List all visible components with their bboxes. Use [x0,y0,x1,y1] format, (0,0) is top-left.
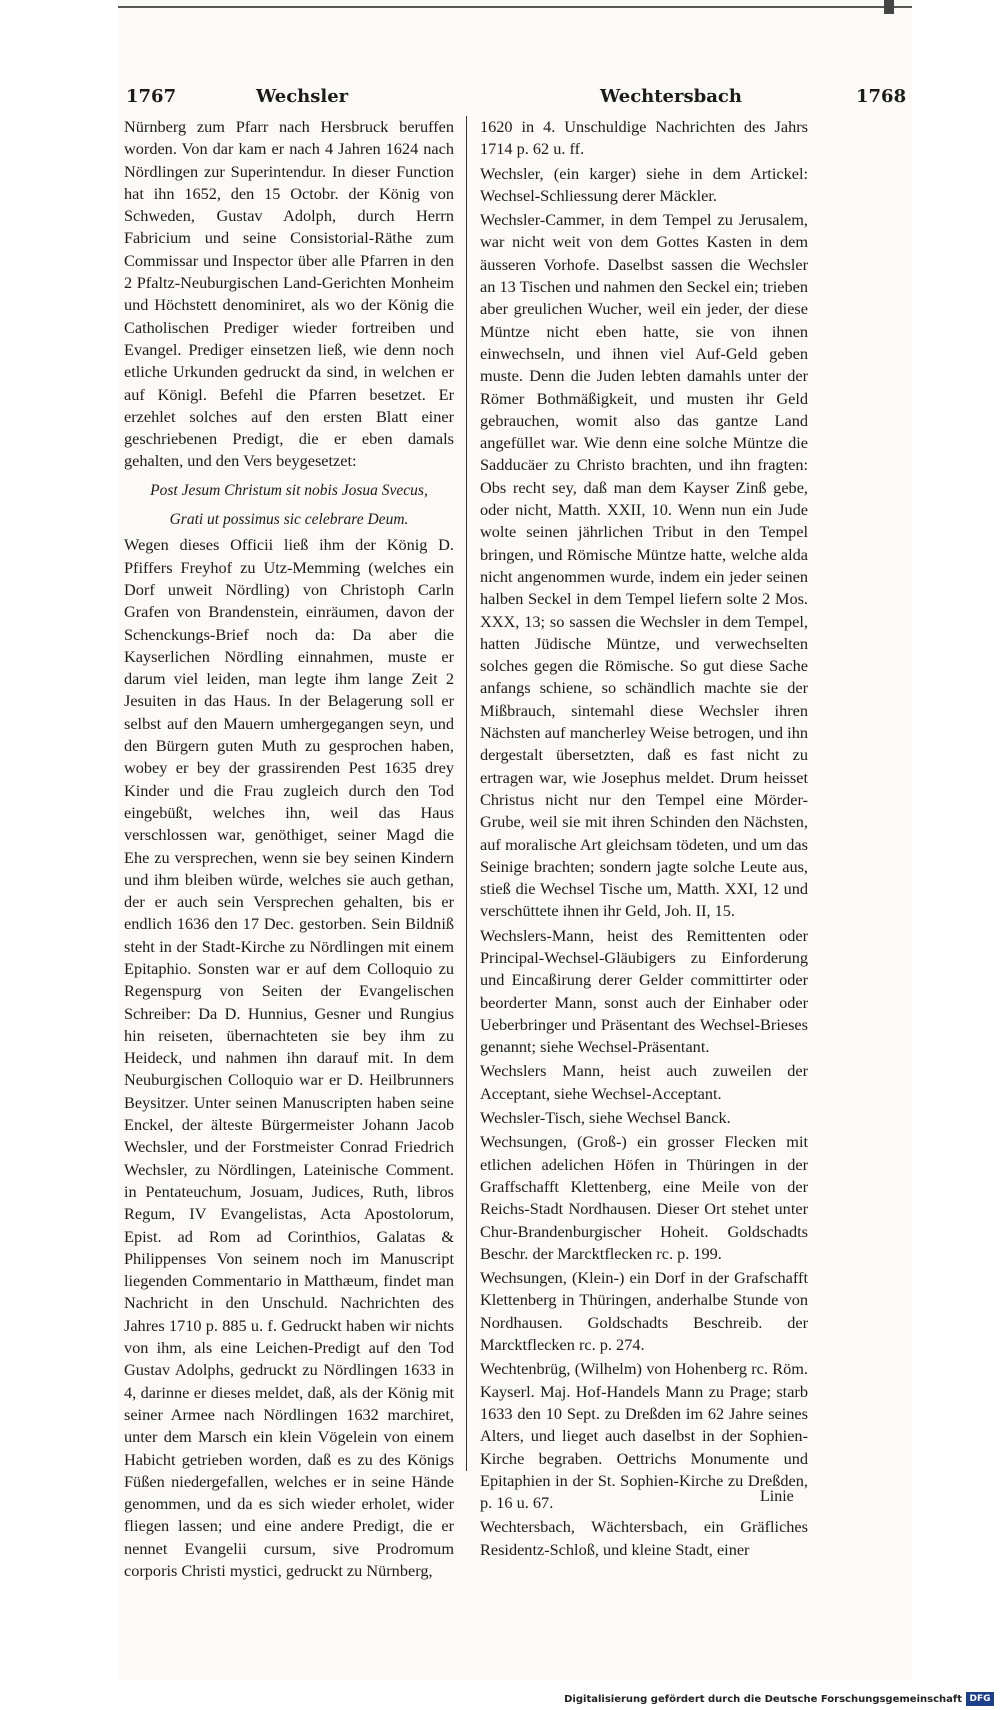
header-title-right: Wechtersbach [600,86,742,107]
left-paragraph-1: Nürnberg zum Pfarr nach Hersbruck beruffen worden. Von dar kam er nach 4 Jahren 1624 nach Nördlingen zur Superintendur. In dieser Function hat ihn 1652, den 15 Octobr. der König von Schweden, Gustav Adolph, durch Herrn Fabricium und seine Consistorial-Räthe zum Commissar und Inspector über alle Pfarren in den 2 Pfaltz-Neuburgischen Land-Gerichten Monheim und Höchstett denominiret, als wo der König die Catholischen Prediger wieder fortreiben und Evangel. Prediger einsetzen ließ, wie denn noch etliche Urkunden gedruckt da sind, in welchen er auf Königl. Befehl die Pfarren besetzet. Er erzehlet solches auf den ersten Blatt einer geschriebenen Predigt, die er eben damals gehalten, und den Vers beygesetzet: [124,117,454,471]
top-rule [118,6,912,8]
catchword: Linie [760,1488,794,1505]
entry-wechslers-mann: Wechslers-Mann, heist des Remittenten oder Principal-Wechsel-Gläubigers zu Einforderung und Eincaßirung derer Gelder committirter oder beorderter Mann, sonst auch der Einhaber oder Ueberbringer und Präsentant des Wechsel-Brieses genannt; siehe Wechsel-Präsentant. [480,925,808,1057]
running-header [118,86,912,110]
entry-wechsungen-klein: Wechsungen, (Klein-) ein Dorf in der Grafschafft Klettenberg in Thüringen, anderhalbe Stunde von Nordhausen. Goldschadts Beschreib. der Marcktflecken rc. p. 274. [480,1268,808,1355]
left-paragraph-2: Wegen dieses Officii ließ ihm der König D. Pfiffers Freyhof zu Utz-Memming (welches ein Dorf unweit Nördling) von Christoph Carln Grafen von Brandenstein, einräumen, davon der Schenckungs-Brief noch da: Da aber die Kayserlichen Nördling einnahmen, muste er darum viel leiden, man legte ihm lange Zeit 2 Jesuiten in das Haus. In der Belagerung soll er selbst auf den Mauern umhergegangen seyn, und den Bürgern guten Muth zu gesprochen haben, wobey er bey der grassirenden Pest 1635 drey Kinder und die Frau zugleich durch den Tod eingebüßt, welches ihn, weil das Haus verschlossen war, genöthiget, seiner Magd die Ehe zu versprechen, wenn sie bey seinen Kindern und ihm bleiben würde, welches sie auch gethan, der er auch sein Versprechen gehalten, bis er endlich 1636 den 17 Dec. gestorben. Sein Bildniß steht in der Stadt-Kirche zu Nördlingen mit einem Epitaphio. Sonsten war er auf dem Colloquio zu Regenspurg von Seiten der Evangelischen Schreiber: Da D. Hunnius, Gesner und Rungius hin reiseten, übernachteten sie bey ihm zu Heideck, und nahmen ihn darauf mit. In dem Neuburgischen Colloquio war er D. Heilbrunners Beysitzer. Unter seinen Manuscripten haben seine Enckel, der älteste Bürgermeister Johann Jacob Wechsler, und der Forstmeister Conrad Friedrich Wechsler, zu Nördlingen, Lateinische Comment. in Pentateuchum, Josuam, Judices, Ruth, libros Regum, IV Evangelistas, Acta Apostolorum, Epist. ad Rom ad Corinthios, Galatas & Philippenses Von seinem noch im Manuscript liegenden Commentario in Matthæum, findet man Nachricht in den Unschuld. Nachrichten des Jahres 1710 p. 885 u. f. Gedruckt haben wir nichts von ihm, als eine Leichen-Predigt auf den Tod Gustav Adolphs, gedruckt zu Nördlingen 1633 in 4, darinne er dieses meldet, daß, als der König mit seiner Armee nach Nördlingen 1632 marchiret, unter dem Marsch ein klein Vögelein von einem Habicht getrieben worden, daß es zu des Königs Füßen niedergefallen, welches er in seine Hände genommen, und da es sich wieder erholet, wider fliegen lassen; und eine andere Predigt, die er nennet Evangelii cursum, sive Prodromum corporis Christi mystici, gedruckt zu Nürnberg, [124,535,454,1580]
right-paragraph-continued: 1620 in 4. Unschuldige Nachrichten des Jahrs 1714 p. 62 u. ff. [480,117,808,159]
footer-bar [0,1680,1000,1710]
top-rule-mark [884,0,894,14]
latin-verse-line-2: Grati ut possimus sic celebrare Deum. [169,511,409,529]
entry-wechsler-karger: Wechsler, (ein karger) siehe in dem Artickel: Wechsel-Schliessung derer Mäckler. [480,163,808,205]
entry-wechsler-tisch: Wechsler-Tisch, siehe Wechsel Banck. [480,1108,731,1128]
entry-wechsungen-gross: Wechsungen, (Groß-) ein grosser Flecken mit etlichen adelichen Höfen in Thüringen in der Graffschafft Klettenberg, eine Meile von der Reichs-Stadt Nordhausen. Dieser Ort stehet unter Chur-Brandenburgischer Hoheit. Goldschadts Beschr. der Marcktflecken rc. p. 199. [480,1132,808,1263]
dfg-logo-icon: DFG [966,1692,994,1706]
column-divider [466,116,467,1471]
header-title-left: Wechsler [256,86,349,107]
entry-wechslers-mann-acceptant: Wechslers Mann, heist auch zuweilen der Acceptant, siehe Wechsel-Acceptant. [480,1061,808,1103]
latin-verse-line-1: Post Jesum Christum sit nobis Josua Svecus, [150,481,428,499]
left-column [124,116,454,1584]
entry-wechtersbach: Wechtersbach, Wächtersbach, ein Gräfliches Residentz-Schloß, und kleine Stadt, einer [480,1517,808,1559]
footer-credit: Digitalisierung gefördert durch die Deutsche Forschungsgemeinschaft [564,1694,962,1705]
right-column [480,116,808,1563]
page-number-right: 1768 [856,86,907,107]
page-number-left: 1767 [126,86,177,107]
entry-wechtenbrueg: Wechtenbrüg, (Wilhelm) von Hohenberg rc. Röm. Kayserl. Maj. Hof-Handels Mann zu Prage; starb 1633 den 10 Sept. zu Dreßden im 62 Jahre seines Alters, und lieget auch daselbst in der Sophien-Kirche begraben. Oettrichs Monumente und Epitaphien in der St. Sophien-Kirche zu Dreßden, p. 16 u. 67. [480,1359,808,1513]
entry-wechsler-cammer: Wechsler-Cammer, in dem Tempel zu Jerusalem, war nicht weit von dem Gottes Kasten in dem äusseren Vorhofe. Daselbst sassen die Wechsler an 13 Tischen und nahmen den Seckel ein; trieben aber greulichen Wucher, weil ein jeder, der diese Müntze nicht eben hatte, sie von ihnen einwechseln, und ihnen viel Auf-Geld geben muste. Denn die Juden lebten damahls unter der Römer Bothmäßigkeit, und musten ihr Geld gebrauchen, womit also das gantze Land angefüllet war. Wie denn eine solche Müntze die Sadducäer zu Christo brachten, und ihn fragten: Obs recht sey, daß man dem Kayser Zinß gebe, oder nicht, Matth. XXII, 10. Wenn nun ein Jude wolte seinen jährlichen Tribut in den Tempel bringen, und Römische Müntze hatte, welche alda nicht angenommen wurde, indem ein jeder seinen halben Seckel in dem Tempel liefern solte 2 Mos. XXX, 13; so sassen die Wechsler in dem Tempel, hatten Jüdische Müntze, und verwechselten solches gegen die Römische. So gut diese Sache anfangs schiene, so schändlich machte sie der Mißbrauch, sintemahl diese Wechsler ihren Nächsten auf mancherley Weise betrogen, und ihn dergestalt übersetzten, daß es fast nicht zu ertragen war, wie Josephus meldet. Drum heisset Christus nicht nur den Tempel eine Mörder-Grube, weil sie mit ihren Schinden den Nächsten, auf moralische Art gleichsam tödeten, und um das Seinige brachten; sondern jagte solche Leute aus, stieß die Wechsel Tische um, Matth. XXI, 12 und verschüttete ihnen ihr Geld, Joh. II, 15. [480,210,808,921]
